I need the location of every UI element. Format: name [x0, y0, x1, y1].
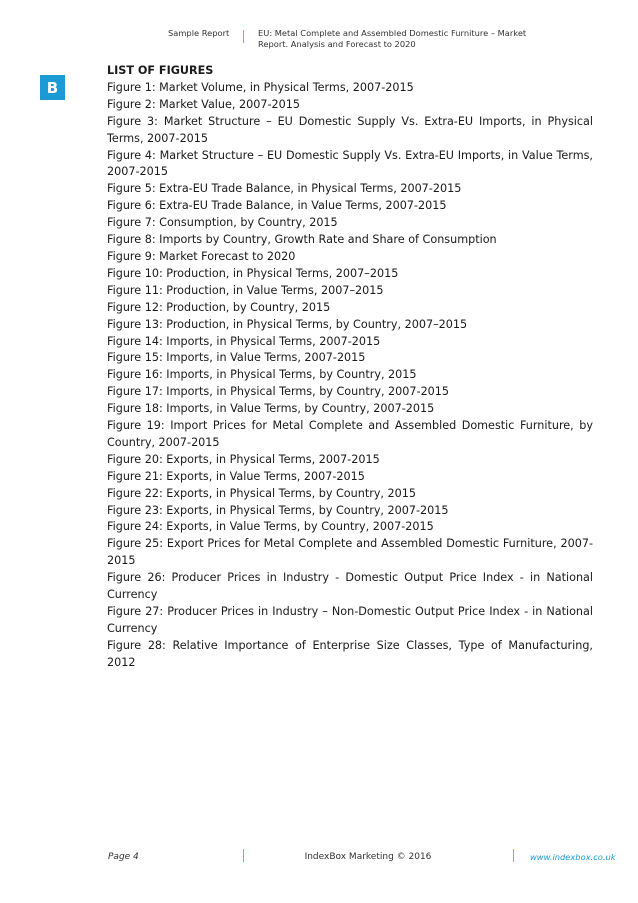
- figure-list-item: Figure 1: Market Volume, in Physical Terms, 2007-2015: [107, 80, 414, 94]
- figure-list-item: Figure 23: Exports, in Physical Terms, by Country, 2007-2015: [107, 503, 449, 517]
- figure-list-item: Figure 17: Imports, in Physical Terms, by Country, 2007-2015: [107, 385, 450, 399]
- figure-list-item: Figure 27: Producer Prices in Industry – Non-Domestic Output Price Index - in National Currency: [107, 605, 593, 635]
- figure-list-item: Figure 24: Exports, in Value Terms, by Country, 2007-2015: [107, 520, 434, 534]
- figure-list-item: Figure 4: Market Structure – EU Domestic Supply Vs. Extra-EU Imports, in Value Terms, 2007-2015: [107, 148, 593, 179]
- header-left-text: Sample Report: [168, 28, 230, 38]
- figure-list-item: Figure 7: Consumption, by Country, 2015: [107, 216, 338, 230]
- indexbox-logo: B: [40, 75, 65, 100]
- footer-url-link[interactable]: www.indexbox.co.uk: [530, 852, 616, 862]
- figure-list-item: Figure 8: Imports by Country, Growth Rate and Share of Consumption: [107, 233, 497, 247]
- figure-list-item: Figure 11: Production, in Value Terms, 2007–2015: [107, 283, 384, 297]
- figure-list-item: Figure 18: Imports, in Value Terms, by Country, 2007-2015: [107, 402, 435, 416]
- footer-page-number: Page 4: [108, 852, 139, 862]
- footer-copyright: IndexBox Marketing © 2016: [304, 852, 432, 862]
- figure-list-item: Figure 19: Import Prices for Metal Complete and Assembled Domestic Furniture, by Country, 2007-2015: [107, 419, 593, 449]
- figure-list-item: Figure 20: Exports, in Physical Terms, 2007-2015: [107, 452, 380, 466]
- figure-list-item: Figure 6: Extra-EU Trade Balance, in Value Terms, 2007-2015: [107, 199, 447, 213]
- figure-list-item: Figure 15: Imports, in Value Terms, 2007-2015: [107, 351, 366, 365]
- header-separator: [243, 30, 244, 43]
- footer-separator-left: [243, 849, 244, 862]
- list-title: LIST OF FIGURES: [107, 64, 214, 77]
- figure-list-item: Figure 13: Production, in Physical Terms, by Country, 2007–2015: [107, 317, 468, 331]
- figure-list-item: Figure 5: Extra-EU Trade Balance, in Physical Terms, 2007-2015: [107, 182, 462, 196]
- figure-list-item: Figure 2: Market Value, 2007-2015: [107, 97, 300, 111]
- figures-list-section: [107, 63, 593, 672]
- figure-list-item: Figure 25: Export Prices for Metal Complete and Assembled Domestic Furniture, 2007-2015: [107, 537, 593, 568]
- figure-list-item: Figure 16: Imports, in Physical Terms, by Country, 2015: [107, 368, 417, 382]
- figure-list-item: Figure 14: Imports, in Physical Terms, 2007-2015: [107, 334, 381, 348]
- footer-separator-right: [513, 849, 514, 862]
- figure-list-item: Figure 26: Producer Prices in Industry - Domestic Output Price Index - in National Currency: [107, 571, 593, 602]
- figure-list-item: Figure 10: Production, in Physical Terms, 2007–2015: [107, 266, 399, 280]
- figure-list-item: Figure 21: Exports, in Value Terms, 2007-2015: [107, 469, 365, 483]
- figure-list: [107, 80, 593, 672]
- header-report-title: EU: Metal Complete and Assembled Domestic Furniture – Market Report. Analysis and Forecast to 2020: [258, 28, 527, 49]
- figure-list-item: Figure 9: Market Forecast to 2020: [107, 249, 296, 263]
- figure-list-item: Figure 12: Production, by Country, 2015: [107, 300, 331, 314]
- figure-list-item: Figure 22: Exports, in Physical Terms, by Country, 2015: [107, 486, 417, 500]
- figure-list-item: Figure 3: Market Structure – EU Domestic Supply Vs. Extra-EU Imports, in Physical Terms, 2007-2015: [107, 114, 593, 145]
- figure-list-item: Figure 28: Relative Importance of Enterprise Size Classes, Type of Manufacturing, 2012: [107, 638, 593, 669]
